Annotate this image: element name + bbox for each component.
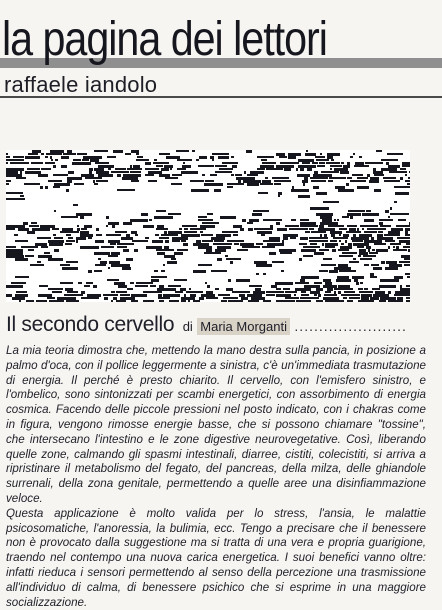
heading-leader-dots: ....................... xyxy=(294,318,407,334)
article-paragraph: La mia teoria dimostra che, mettendo la mano destra sulla pancia, in posizione a palmo d'oca, con il pollice leggermente a sinistra, c'è un'immediata trasmutazione di energia. Il perché è presto chiarito. Il cervello, con l'emisfero sinistro, e l'ombelico, sono sintonizzati per scambi energetici, con assorbimento di energia cosmica. Facendo delle piccole pressioni nel posto indicato, con i chakras come in figura, vengono rimosse energie basse, che si possono chiamare "tossine", che intersecano l'intestino e le zone digestive neurovegetative. Così, liberando quelle zone, calmando gli spasmi intestinali, diarree, cistiti, colecistiti, si arriva a ripristinare il metabolismo del fegato, del pancreas, della milza, delle ghiandole surrenali, della zona genitale, permettendo a quelle aree una disinfiammazione veloce. xyxy=(6,344,426,505)
article-byline-prefix: di xyxy=(182,319,193,334)
page-header xyxy=(0,0,442,112)
halftone-photo-icon xyxy=(6,150,410,302)
article-contributor: Maria Morganti xyxy=(197,318,290,335)
article-heading xyxy=(6,313,431,341)
article-paragraph: Questa applicazione è molto valida per lo stress, l'ansia, le malattie psicosomatiche, l'anoressia, la bulimia, ecc. Tengo a precisare che il benessere non è provocato dalla suggestione ma si tratta di una vera e propria guarigione, traendo nel contempo una nuova carica energetica. I suoi benefici vanno oltre: infatti rieduca i sensori permettendo al senso della percezione una trasmissione all'individuo di calma, di benessere psichico che si esprime in una maggiore socializzazione. xyxy=(6,506,426,609)
article-title: Il secondo cervello xyxy=(6,313,175,336)
author-name: raffaele iandolo xyxy=(4,72,158,97)
article-body xyxy=(6,344,426,610)
page-title: la pagina dei lettori xyxy=(2,13,327,66)
